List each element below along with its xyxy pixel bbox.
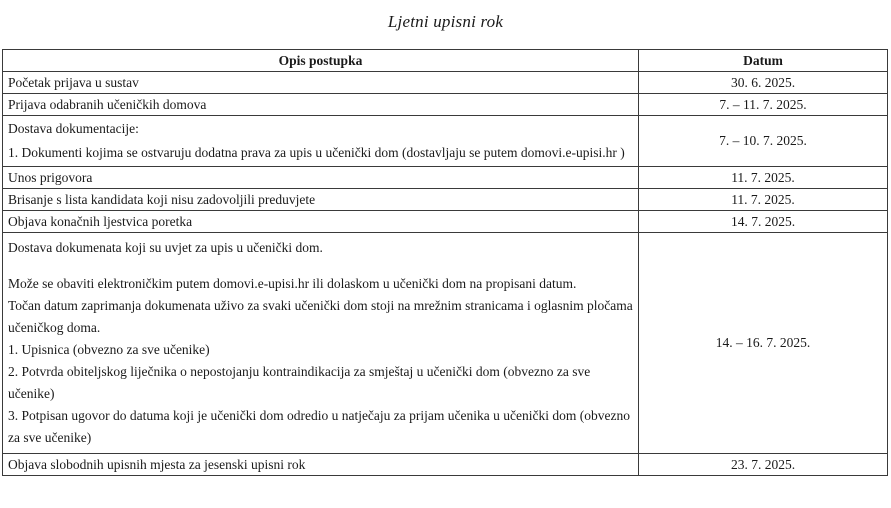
- row-description: Objava slobodnih upisnih mjesta za jesenski upisni rok: [3, 454, 639, 476]
- description-line: 1. Upisnica (obvezno za sve učenike): [8, 342, 210, 357]
- description-line: Dostava dokumentacije:: [8, 121, 139, 136]
- column-header-date: Datum: [639, 50, 888, 72]
- row-date: 23. 7. 2025.: [639, 454, 888, 476]
- table-row: [3, 454, 888, 476]
- description-line: Dostava dokumenata koji su uvjet za upis u učenički dom.: [8, 240, 323, 255]
- row-date: 11. 7. 2025.: [639, 167, 888, 189]
- table-row: [3, 94, 888, 116]
- page-title: Ljetni upisni rok: [387, 12, 504, 31]
- row-date: 11. 7. 2025.: [639, 189, 888, 211]
- table-row: [3, 116, 888, 167]
- row-description: Početak prijava u sustav: [3, 72, 639, 94]
- row-description: Brisanje s lista kandidata koji nisu zadovoljili preduvjete: [3, 189, 639, 211]
- row-description: Unos prigovora: [3, 167, 639, 189]
- row-description: Objava konačnih ljestvica poretka: [3, 211, 639, 233]
- table-row: [3, 211, 888, 233]
- schedule-table: [2, 49, 888, 476]
- description-line: 3. Potpisan ugovor do datuma koji je učenički dom odredio u natječaju za prijam učenika u učenički dom (obvezno za sve učenike): [8, 408, 630, 445]
- table-row: [3, 233, 888, 454]
- description-line: Može se obaviti elektroničkim putem domovi.e-upisi.hr ili dolaskom u učenički dom na propisani datum.: [8, 276, 577, 291]
- description-line: 2. Potvrda obiteljskog liječnika o nepostojanju kontraindikacija za smještaj u učenički dom (obvezno za sve učenike): [8, 364, 591, 401]
- table-row: [3, 72, 888, 94]
- description-line: Točan datum zaprimanja dokumenata uživo za svaki učenički dom stoji na mrežnim stranicama i oglasnim pločama učeničkog doma.: [8, 298, 633, 335]
- table-row: [3, 167, 888, 189]
- row-description: [3, 116, 639, 167]
- row-description: Prijava odabranih učeničkih domova: [3, 94, 639, 116]
- row-description: [3, 233, 639, 454]
- row-date: 7. – 10. 7. 2025.: [639, 116, 888, 167]
- table-header-row: [3, 50, 888, 72]
- row-date: 30. 6. 2025.: [639, 72, 888, 94]
- row-date: 14. 7. 2025.: [639, 211, 888, 233]
- row-date: 14. – 16. 7. 2025.: [639, 233, 888, 454]
- column-header-description: Opis postupka: [3, 50, 639, 72]
- row-date: 7. – 11. 7. 2025.: [639, 94, 888, 116]
- description-line: 1. Dokumenti kojima se ostvaruju dodatna prava za upis u učenički dom (dostavljaju se putem domovi.e-upisi.hr ): [8, 145, 625, 160]
- table-row: [3, 189, 888, 211]
